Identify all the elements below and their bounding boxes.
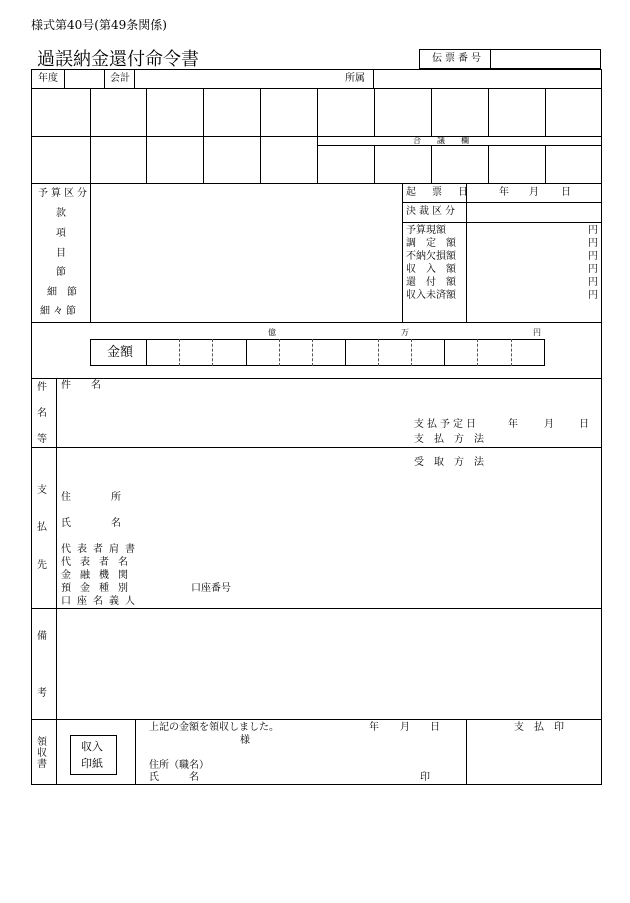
remarks-side-2: 考 — [37, 688, 47, 699]
voucher-number-label: 伝票番号 — [432, 53, 484, 64]
payee-name-label: 氏 名 — [61, 518, 121, 529]
receipt-day: 日 — [430, 722, 440, 733]
budget-kou-label: 項 — [56, 228, 66, 239]
scheduled-date-year: 年 — [508, 419, 518, 430]
payee-address-label: 住 所 — [61, 492, 121, 503]
account-label: 会計 — [110, 73, 130, 84]
page-title: 過誤納金還付命令書 — [37, 49, 199, 70]
received-text: 上記の金額を領収しました。 — [149, 722, 279, 733]
budget-setsu-label: 節 — [56, 267, 66, 278]
receipt-side-3: 書 — [37, 759, 47, 770]
amount-unit: 円 — [588, 225, 598, 236]
receipt-year: 年 — [369, 722, 379, 733]
subject-side-2: 名 — [37, 408, 47, 419]
payment-seal-label: 支 払 印 — [514, 722, 564, 733]
amount-unit: 円 — [588, 264, 598, 275]
issue-date-day: 日 — [561, 187, 571, 198]
issue-date-month: 月 — [529, 187, 539, 198]
amount-unit: 円 — [588, 238, 598, 249]
receipt-address-label: 住所（職名） — [149, 760, 209, 771]
payment-method-label: 支 払 方 法 — [414, 434, 484, 445]
subject-name-label: 件 名 — [61, 380, 101, 391]
scheduled-date-label: 支払予定日 — [414, 419, 479, 430]
amount-label-row: 不納欠損額 — [406, 251, 456, 262]
issue-date-label: 起 票 日 — [406, 187, 471, 198]
budget-moku-label: 目 — [56, 248, 66, 259]
account-number-label: 口座番号 — [191, 583, 231, 594]
payee-side-1: 支 — [37, 485, 47, 496]
form-number: 様式第40号(第49条関係) — [31, 18, 167, 32]
rep-name-label: 代表者名 — [61, 557, 137, 568]
receipt-side-1: 領 — [37, 737, 47, 748]
budget-category-label: 予算区分 — [38, 188, 90, 199]
scheduled-date-month: 月 — [544, 419, 554, 430]
scale-oku: 億 — [268, 328, 276, 337]
receipt-name-label: 氏 名 — [149, 772, 199, 783]
receipt-month: 月 — [400, 722, 410, 733]
budget-saisaisetsu-label: 細々節 — [40, 306, 79, 317]
scale-yen: 円 — [533, 328, 541, 337]
revenue-stamp-line1: 収入 — [81, 740, 103, 753]
receipt-side-2: 収 — [37, 748, 47, 759]
seal-label: 印 — [420, 772, 430, 783]
subject-side-3: 等 — [37, 434, 47, 445]
rep-title-label: 代表者肩書 — [61, 544, 141, 555]
scheduled-date-day: 日 — [579, 419, 589, 430]
amount-label-row: 還 付 額 — [406, 277, 456, 288]
department-label: 所属 — [345, 73, 365, 84]
joint-review-label: 合 議 欄 — [413, 136, 469, 145]
amount-unit: 円 — [588, 290, 598, 301]
receive-method-label: 受 取 方 法 — [414, 457, 484, 468]
amount-unit: 円 — [588, 251, 598, 262]
amount-label-row: 調 定 額 — [406, 238, 456, 249]
amount-unit: 円 — [588, 277, 598, 288]
bank-label: 金融機関 — [61, 570, 137, 581]
amount-label: 金額 — [107, 345, 134, 360]
budget-kan-label: 款 — [56, 208, 66, 219]
fiscal-year-label: 年度 — [38, 73, 58, 84]
revenue-stamp-line2: 印紙 — [81, 757, 103, 770]
amount-label-row: 収 入 額 — [406, 264, 456, 275]
budget-saisetsu-label: 細 節 — [47, 287, 77, 298]
payee-side-2: 払 — [37, 522, 47, 533]
amount-label-row: 収入未済額 — [406, 290, 456, 301]
account-holder-label: 口座名義人 — [61, 596, 141, 607]
subject-side-1: 件 — [37, 382, 47, 393]
issue-date-year: 年 — [499, 187, 509, 198]
remarks-side-1: 備 — [37, 631, 47, 642]
amount-label-row: 予算現額 — [406, 225, 446, 236]
decision-category-label: 決裁区分 — [406, 206, 458, 217]
deposit-type-label: 預金種別 — [61, 583, 137, 594]
payee-side-3: 先 — [37, 560, 47, 571]
honorific: 様 — [240, 735, 250, 746]
scale-man: 万 — [401, 328, 409, 337]
